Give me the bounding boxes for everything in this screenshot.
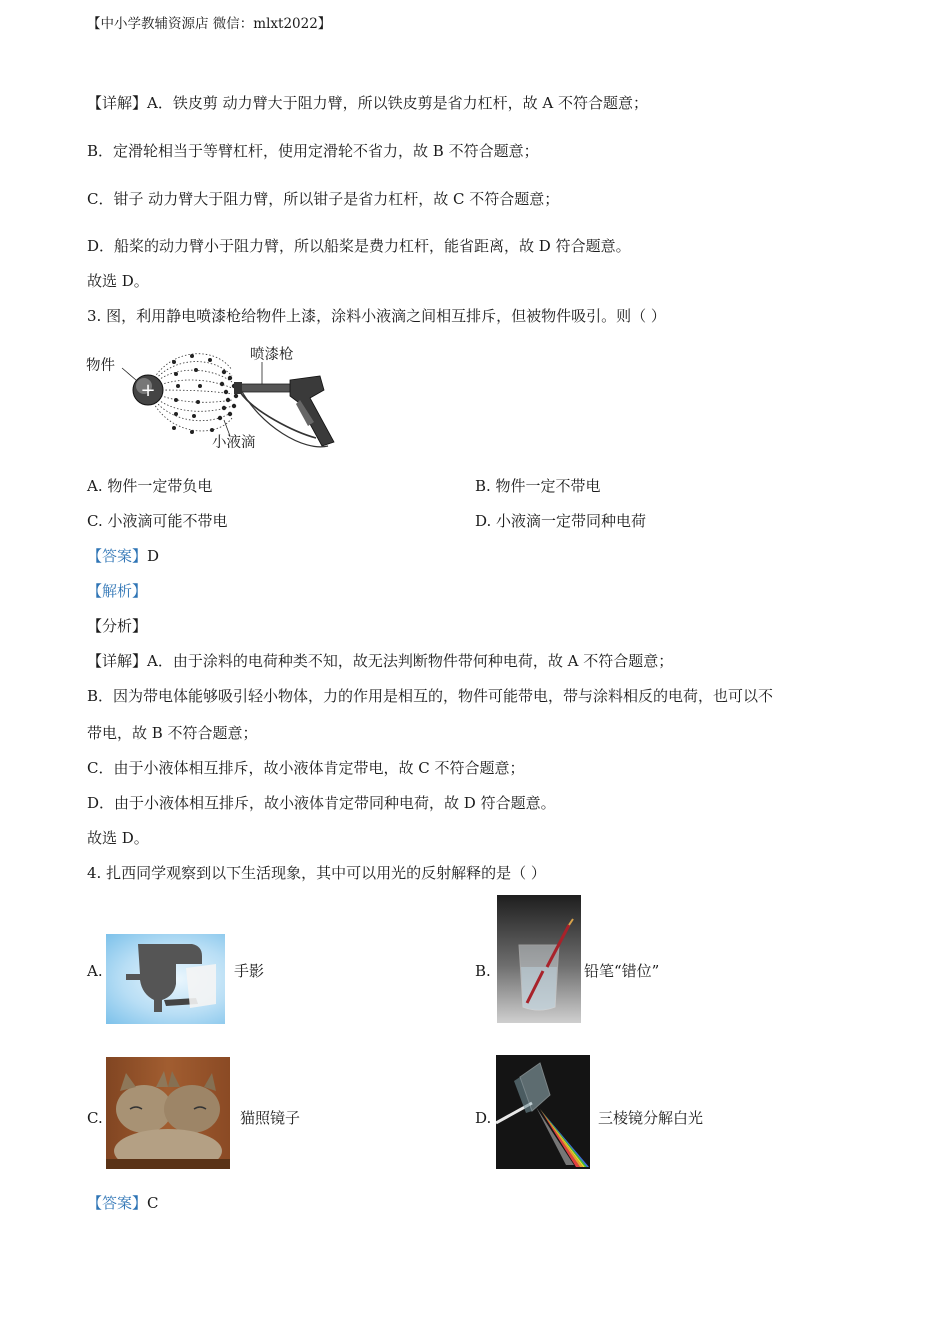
cat-mirror-image [106,1057,230,1169]
q3-detail-a: 【详解】A．由于涂料的电荷种类不知，故无法判断物件带何种电荷，故 A 不符合题意； [87,652,674,670]
q3-detail-b-line1: B．因为带电体能够吸引轻小物体，力的作用是相互的，物件可能带电，带与涂料相反的电荷，也可以不 [87,687,774,705]
q4-answer [87,1193,159,1213]
label-spray-gun: 喷漆枪 [250,347,294,363]
q3-stem: 3. 图，利用静电喷漆枪给物件上漆，涂料小液滴之间相互排斥，但被物件吸引。则（ ） [87,307,666,325]
q2-detail-a: 【详解】A．铁皮剪 动力臂大于阻力臂，所以铁皮剪是省力杠杆，故 A 不符合题意； [87,94,648,112]
q3-detail-d: D．由于小液体相互排斥，故小液体肯定带同种电荷，故 D 符合题意。 [87,794,556,812]
answer-tag: 【答案】 [87,1194,148,1212]
q3-fenxi: 【分析】 [87,617,148,635]
q4-option-b-caption: 铅笔“错位” [584,962,660,980]
q4-option-a-letter: A. [87,962,103,980]
q3-option-d: D. 小液滴一定带同种电荷 [475,512,647,530]
q2-conclusion: 故选 D。 [87,272,149,290]
q4-option-d-letter: D. [475,1109,492,1127]
q3-option-a: A. 物件一定带负电 [87,477,213,495]
q2-detail-b: B．定滑轮相当于等臂杠杆，使用定滑轮不省力，故 B 不符合题意； [87,142,539,160]
label-droplet: 小液滴 [212,435,256,451]
answer-value: C [147,1194,159,1212]
label-object: 物件 [86,358,115,374]
q4-option-c-letter: C. [87,1109,103,1127]
q4-option-a-caption: 手影 [234,962,265,980]
q3-option-b: B. 物件一定不带电 [475,477,601,495]
q3-analysis-tag: 【解析】 [87,582,148,600]
q2-detail-c: C．钳子 动力臂大于阻力臂，所以钳子是省力杠杆，故 C 不符合题意； [87,190,560,208]
answer-tag: 【答案】 [87,547,148,565]
answer-value: D [147,547,160,565]
q3-detail-c: C．由于小液体相互排斥，故小液体肯定带电，故 C 不符合题意； [87,759,525,777]
q3-answer [87,546,159,566]
q2-detail-d: D．船桨的动力臂小于阻力臂，所以船桨是费力杠杆，能省距离，故 D 符合题意。 [87,237,631,255]
q3-detail-b-line2: 带电，故 B 不符合题意； [87,724,258,742]
hand-shadow-image [106,934,225,1024]
q4-option-c-caption: 猫照镜子 [240,1109,301,1127]
q4-option-b-letter: B. [475,962,491,980]
q3-option-c: C. 小液滴可能不带电 [87,512,228,530]
q4-stem: 4. 扎西同学观察到以下生活现象，其中可以用光的反射解释的是（ ） [87,864,546,882]
page-header: 【中小学教辅资源店 微信：mlxt2022】 [87,16,332,32]
q4-option-d-caption: 三棱镜分解白光 [598,1109,704,1127]
charge-symbol: + [140,380,156,401]
pencil-in-glass-image [497,895,581,1023]
q3-conclusion: 故选 D。 [87,829,149,847]
q3-spray-gun-figure [84,342,354,460]
prism-dispersion-image [496,1055,590,1169]
